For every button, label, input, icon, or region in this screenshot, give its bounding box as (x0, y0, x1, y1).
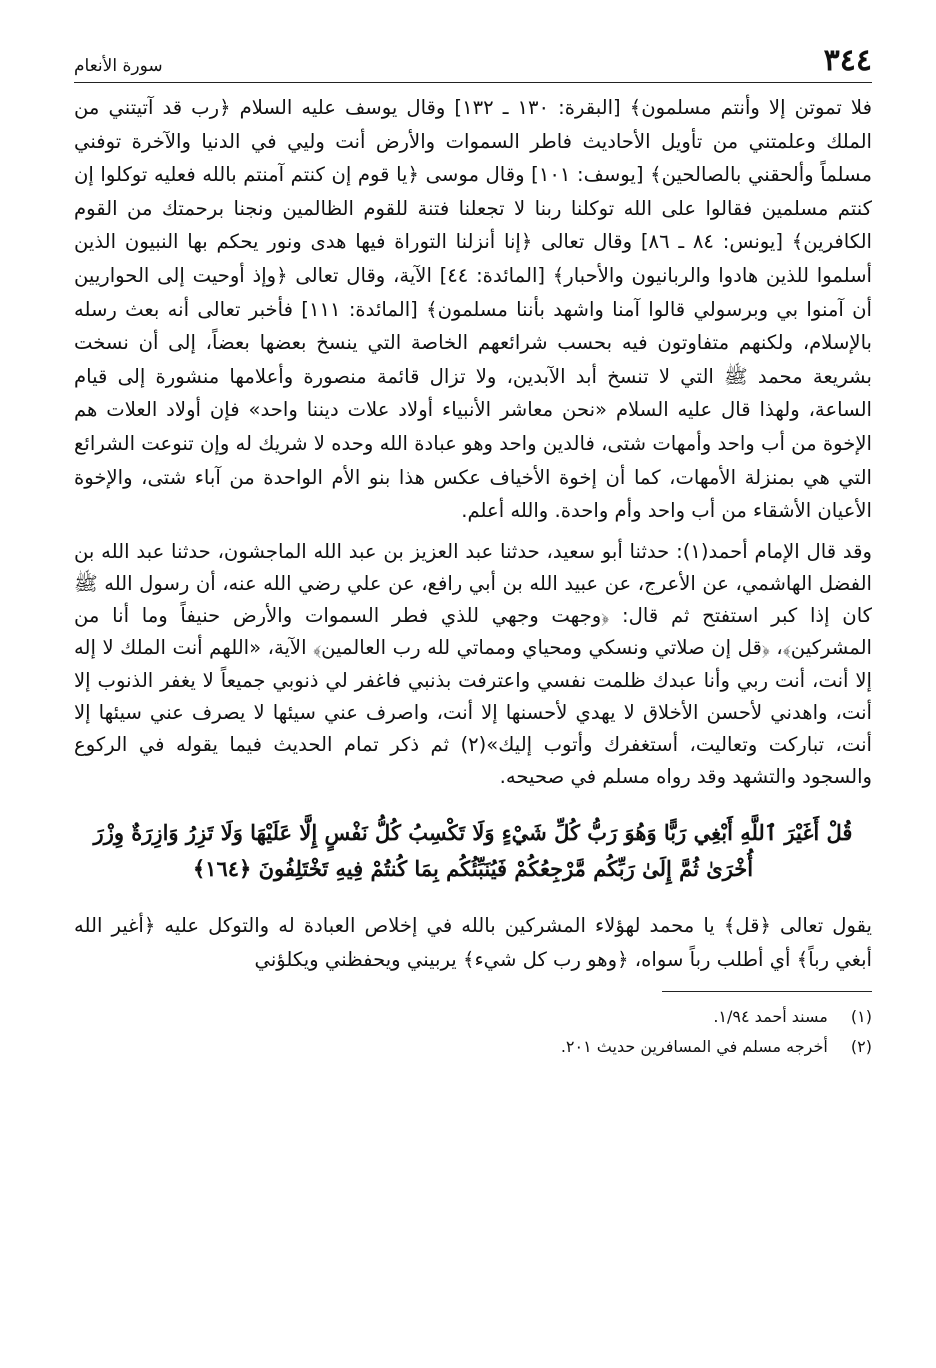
footnote-text: أخرجه مسلم في المسافرين حديث ٢٠١. (560, 1037, 828, 1057)
body-paragraph: يقول تعالى ﴿قل﴾ يا محمد لهؤلاء المشركين بالله في إخلاص العبادة له والتوكل عليه ﴿أغير الله أبغي رباً﴾ أي أطلب رباً سواه، ﴿وهو رب كل شيء﴾ يربيني ويحفظني ويكلؤني (74, 914, 872, 972)
quran-verse: قُلْ أَغَيْرَ ٱللَّهِ أَبْغِي رَبًّا وَهُوَ رَبُّ كُلِّ شَيْءٍ وَلَا تَكْسِبُ كُلُّ نَفْسٍ إِلَّا عَلَيْهَا وَلَا تَزِرُ وَازِرَةٌ وِزْرَ أُخْرَىٰ ثُمَّ إِلَىٰ رَبِّكُم مَّرْجِعُكُمْ فَيُنَبِّئُكُم بِمَا كُنتُمْ فِيهِ تَخْتَلِفُونَ ﴿١٦٤﴾ (93, 820, 853, 882)
body-paragraph: فلا تموتن إلا وأنتم مسلمون﴾ [البقرة: ١٣٠ ـ ١٣٢] وقال يوسف عليه السلام ﴿رب قد آتيتني من الملك وعلمتني من تأويل الأحاديث فاطر السموات والأرض أنت وليي في الدنيا والآخرة توفني مسلماً وألحقني بالصالحين﴾ [يوسف: ١٠١] وقال موسى ﴿يا قوم إن كنتم آمنتم بالله فعليه توكلوا إن كنتم مسلمين فقالوا على الله توكلنا ربنا لا تجعلنا فتنة للقوم الظالمين ونجنا برحمتك من القوم الكافرين﴾ [يونس: ٨٤ ـ ٨٦] وقال تعالى ﴿إنا أنزلنا التوراة فيها هدى ونور يحكم بها النبيون الذين أسلموا للذين هادوا والربانيون والأحبار﴾ [المائدة: ٤٤] الآية، وقال تعالى ﴿وإذ أوحيت إلى الحواريين أن آمنوا بي وبرسولي قالوا آمنا واشهد بأننا مسلمون﴾ [المائدة: ١١١] فأخبر تعالى أنه بعث رسله بالإسلام، ولكنهم متفاوتون فيه بحسب شرائعهم الخاصة التي ينسخ بعضها بعضاً، إلى أن نسخت بشريعة محمد ﷺ التي لا تنسخ أبد الآبدين، ولا تزال قائمة منصورة وأعلامها منشورة إلى قيام الساعة، ولهذا قال عليه السلام «نحن معاشر الأنبياء أولاد علات ديننا واحد» فإن أولاد العلات هم الإخوة من أب واحد وأمهات شتى، فالدين واحد وهو عبادة الله وحده لا شريك له وإن تنوعت الشرائع التي هي بمنزلة الأمهات، كما أن إخوة الأخياف عكس هذا بنو الأم الواحدة من آباء شتى، والإخوة الأعيان الأشقاء من أب واحد وأم واحدة. والله أعلم. (74, 96, 872, 523)
surah-title: سورة الأنعام (74, 56, 163, 76)
footnote (74, 1002, 872, 1032)
footnote (74, 1032, 872, 1062)
page-number: ٣٤٤ (823, 43, 872, 78)
footnote-text: مسند أحمد ١/٩٤. (713, 1007, 828, 1027)
footnote-number: (١) (850, 1007, 872, 1027)
footnote-divider (662, 991, 872, 992)
page-header (74, 40, 872, 83)
body-paragraph: وقد قال الإمام أحمد(١): حدثنا أبو سعيد، حدثنا عبد العزيز بن عبد الله الماجشون، حدثنا عبد الله بن الفضل الهاشمي، عن الأعرج، عن عبيد الله بن أبي رافع، عن علي رضي الله عنه، أن رسول الله ﷺ كان إذا كبر استفتح ثم قال: ﴿وجهت وجهي للذي فطر السموات والأرض حنيفاً وما أنا من المشركين﴾، ﴿قل إن صلاتي ونسكي ومحياي ومماتي لله رب العالمين﴾ الآية، «اللهم أنت الملك لا إله إلا أنت، أنت ربي وأنا عبدك ظلمت نفسي واعترفت بذنبي فاغفر لي ذنوبي جميعاً لا يغفر الذنوب إلا أنت، واهدني لأحسن الأخلاق لا يهدي لأحسنها إلا أنت، واصرف عني سيئها لا يصرف عني سيئها إلا أنت، تباركت وتعاليت، أستغفرك وأتوب إليك»(٢) ثم ذكر تمام الحديث فيما يقوله في الركوع والسجود والتشهد وقد رواه مسلم في صحيحه. (74, 539, 873, 789)
footnote-number: (٢) (850, 1037, 872, 1057)
